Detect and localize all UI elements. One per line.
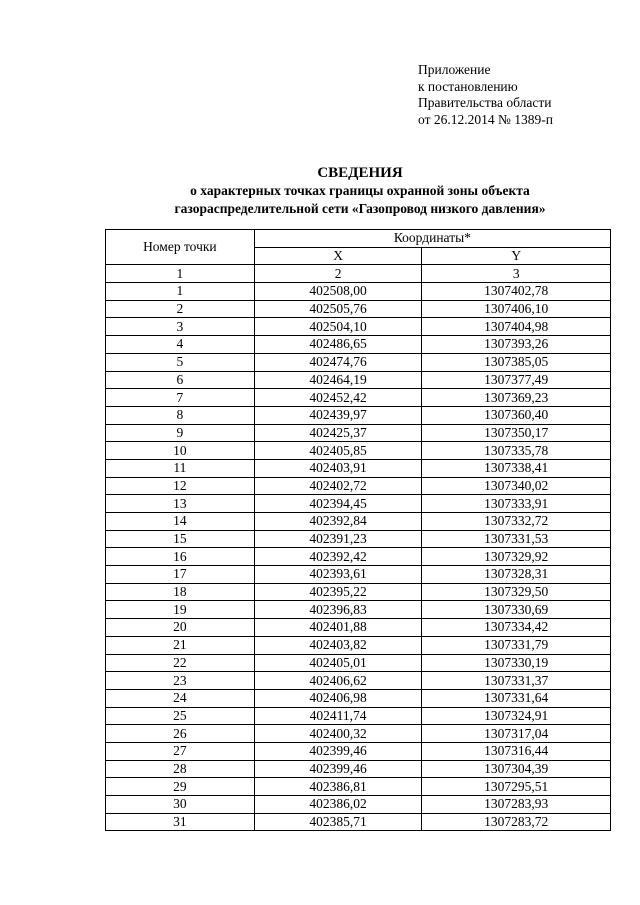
point-number-cell: 31 bbox=[106, 813, 255, 831]
table-row bbox=[106, 424, 611, 442]
x-coordinate-cell: 402385,71 bbox=[254, 813, 422, 831]
header-point-number: Номер точки bbox=[106, 230, 255, 265]
point-number-cell: 20 bbox=[106, 619, 255, 637]
table-row bbox=[106, 283, 611, 301]
y-coordinate-cell: 1307393,26 bbox=[422, 336, 611, 354]
y-coordinate-cell: 1307283,72 bbox=[422, 813, 611, 831]
x-coordinate-cell: 402399,46 bbox=[254, 742, 422, 760]
table-row bbox=[106, 442, 611, 460]
y-coordinate-cell: 1307402,78 bbox=[422, 283, 611, 301]
y-coordinate-cell: 1307335,78 bbox=[422, 442, 611, 460]
table-row bbox=[106, 742, 611, 760]
table-row bbox=[106, 672, 611, 690]
y-coordinate-cell: 1307377,49 bbox=[422, 371, 611, 389]
document-subtitle bbox=[0, 182, 640, 218]
x-coordinate-cell: 402402,72 bbox=[254, 477, 422, 495]
y-coordinate-cell: 1307360,40 bbox=[422, 406, 611, 424]
x-coordinate-cell: 402474,76 bbox=[254, 353, 422, 371]
x-coordinate-cell: 402391,23 bbox=[254, 530, 422, 548]
x-coordinate-cell: 402395,22 bbox=[254, 583, 422, 601]
table-row bbox=[106, 583, 611, 601]
y-coordinate-cell: 1307328,31 bbox=[422, 566, 611, 584]
table-row bbox=[106, 371, 611, 389]
point-number-cell: 29 bbox=[106, 778, 255, 796]
x-coordinate-cell: 402399,46 bbox=[254, 760, 422, 778]
table-row bbox=[106, 336, 611, 354]
x-coordinate-cell: 402464,19 bbox=[254, 371, 422, 389]
x-coordinate-cell: 402392,84 bbox=[254, 513, 422, 531]
table-header-row bbox=[106, 230, 611, 248]
point-number-cell: 7 bbox=[106, 389, 255, 407]
point-number-cell: 23 bbox=[106, 672, 255, 690]
subtitle-line: о характерных точках границы охранной зоны объекта bbox=[190, 183, 530, 198]
y-coordinate-cell: 1307330,69 bbox=[422, 601, 611, 619]
point-number-cell: 18 bbox=[106, 583, 255, 601]
table-row bbox=[106, 389, 611, 407]
table-row bbox=[106, 318, 611, 336]
point-number-cell: 9 bbox=[106, 424, 255, 442]
column-number: 2 bbox=[254, 265, 422, 283]
y-coordinate-cell: 1307304,39 bbox=[422, 760, 611, 778]
point-number-cell: 19 bbox=[106, 601, 255, 619]
y-coordinate-cell: 1307329,50 bbox=[422, 583, 611, 601]
point-number-cell: 3 bbox=[106, 318, 255, 336]
x-coordinate-cell: 402505,76 bbox=[254, 300, 422, 318]
point-number-cell: 13 bbox=[106, 495, 255, 513]
y-coordinate-cell: 1307324,91 bbox=[422, 707, 611, 725]
column-number: 1 bbox=[106, 265, 255, 283]
table-row bbox=[106, 636, 611, 654]
y-coordinate-cell: 1307329,92 bbox=[422, 548, 611, 566]
point-number-cell: 30 bbox=[106, 796, 255, 814]
document-title: СВЕДЕНИЯ bbox=[317, 165, 403, 181]
table-row bbox=[106, 566, 611, 584]
x-coordinate-cell: 402393,61 bbox=[254, 566, 422, 584]
x-coordinate-cell: 402504,10 bbox=[254, 318, 422, 336]
y-coordinate-cell: 1307404,98 bbox=[422, 318, 611, 336]
point-number-cell: 28 bbox=[106, 760, 255, 778]
x-coordinate-cell: 402508,00 bbox=[254, 283, 422, 301]
table-row bbox=[106, 495, 611, 513]
point-number-cell: 12 bbox=[106, 477, 255, 495]
x-coordinate-cell: 402394,45 bbox=[254, 495, 422, 513]
x-coordinate-cell: 402405,85 bbox=[254, 442, 422, 460]
x-coordinate-cell: 402396,83 bbox=[254, 601, 422, 619]
x-coordinate-cell: 402405,01 bbox=[254, 654, 422, 672]
point-number-cell: 8 bbox=[106, 406, 255, 424]
y-coordinate-cell: 1307331,64 bbox=[422, 689, 611, 707]
table-row bbox=[106, 760, 611, 778]
table-row bbox=[106, 796, 611, 814]
y-coordinate-cell: 1307295,51 bbox=[422, 778, 611, 796]
table-row bbox=[106, 300, 611, 318]
header-coordinates: Координаты* bbox=[254, 230, 610, 248]
x-coordinate-cell: 402425,37 bbox=[254, 424, 422, 442]
point-number-cell: 1 bbox=[106, 283, 255, 301]
y-coordinate-cell: 1307369,23 bbox=[422, 389, 611, 407]
appendix-block bbox=[418, 62, 553, 128]
table-row bbox=[106, 548, 611, 566]
point-number-cell: 22 bbox=[106, 654, 255, 672]
y-coordinate-cell: 1307334,42 bbox=[422, 619, 611, 637]
appendix-line: от 26.12.2014 № 1389-п bbox=[418, 111, 553, 127]
table-row bbox=[106, 353, 611, 371]
x-coordinate-cell: 402386,02 bbox=[254, 796, 422, 814]
table-row bbox=[106, 477, 611, 495]
table-row bbox=[106, 530, 611, 548]
y-coordinate-cell: 1307316,44 bbox=[422, 742, 611, 760]
table-row bbox=[106, 459, 611, 477]
x-coordinate-cell: 402439,97 bbox=[254, 406, 422, 424]
y-coordinate-cell: 1307331,53 bbox=[422, 530, 611, 548]
table-row bbox=[106, 707, 611, 725]
point-number-cell: 24 bbox=[106, 689, 255, 707]
x-coordinate-cell: 402386,81 bbox=[254, 778, 422, 796]
header-x: X bbox=[254, 247, 422, 265]
x-coordinate-cell: 402400,32 bbox=[254, 725, 422, 743]
point-number-cell: 21 bbox=[106, 636, 255, 654]
point-number-cell: 4 bbox=[106, 336, 255, 354]
table-row bbox=[106, 654, 611, 672]
x-coordinate-cell: 402486,65 bbox=[254, 336, 422, 354]
x-coordinate-cell: 402403,91 bbox=[254, 459, 422, 477]
y-coordinate-cell: 1307283,93 bbox=[422, 796, 611, 814]
appendix-line: к постановлению bbox=[418, 78, 518, 94]
table-row bbox=[106, 778, 611, 796]
y-coordinate-cell: 1307333,91 bbox=[422, 495, 611, 513]
y-coordinate-cell: 1307330,19 bbox=[422, 654, 611, 672]
point-number-cell: 6 bbox=[106, 371, 255, 389]
y-coordinate-cell: 1307385,05 bbox=[422, 353, 611, 371]
x-coordinate-cell: 402411,74 bbox=[254, 707, 422, 725]
x-coordinate-cell: 402406,98 bbox=[254, 689, 422, 707]
y-coordinate-cell: 1307331,79 bbox=[422, 636, 611, 654]
point-number-cell: 14 bbox=[106, 513, 255, 531]
y-coordinate-cell: 1307332,72 bbox=[422, 513, 611, 531]
table-row bbox=[106, 813, 611, 831]
coordinates-table bbox=[105, 229, 611, 831]
point-number-cell: 25 bbox=[106, 707, 255, 725]
point-number-cell: 17 bbox=[106, 566, 255, 584]
table-row bbox=[106, 513, 611, 531]
y-coordinate-cell: 1307350,17 bbox=[422, 424, 611, 442]
x-coordinate-cell: 402392,42 bbox=[254, 548, 422, 566]
point-number-cell: 27 bbox=[106, 742, 255, 760]
appendix-line: Правительства области bbox=[418, 95, 552, 110]
table-row bbox=[106, 689, 611, 707]
header-y: Y bbox=[422, 247, 611, 265]
x-coordinate-cell: 402452,42 bbox=[254, 389, 422, 407]
subtitle-line: газораспределительной сети «Газопровод низкого давления» bbox=[174, 201, 546, 216]
x-coordinate-cell: 402403,82 bbox=[254, 636, 422, 654]
y-coordinate-cell: 1307406,10 bbox=[422, 300, 611, 318]
y-coordinate-cell: 1307317,04 bbox=[422, 725, 611, 743]
y-coordinate-cell: 1307331,37 bbox=[422, 672, 611, 690]
table-row bbox=[106, 725, 611, 743]
point-number-cell: 16 bbox=[106, 548, 255, 566]
point-number-cell: 15 bbox=[106, 530, 255, 548]
point-number-cell: 26 bbox=[106, 725, 255, 743]
x-coordinate-cell: 402401,88 bbox=[254, 619, 422, 637]
column-number: 3 bbox=[422, 265, 611, 283]
y-coordinate-cell: 1307340,02 bbox=[422, 477, 611, 495]
x-coordinate-cell: 402406,62 bbox=[254, 672, 422, 690]
point-number-cell: 5 bbox=[106, 353, 255, 371]
table-row bbox=[106, 619, 611, 637]
table-body bbox=[106, 283, 611, 831]
appendix-line: Приложение bbox=[418, 62, 491, 77]
point-number-cell: 11 bbox=[106, 459, 255, 477]
table-row bbox=[106, 601, 611, 619]
point-number-cell: 10 bbox=[106, 442, 255, 460]
column-number-row bbox=[106, 265, 611, 283]
table-row bbox=[106, 406, 611, 424]
y-coordinate-cell: 1307338,41 bbox=[422, 459, 611, 477]
point-number-cell: 2 bbox=[106, 300, 255, 318]
